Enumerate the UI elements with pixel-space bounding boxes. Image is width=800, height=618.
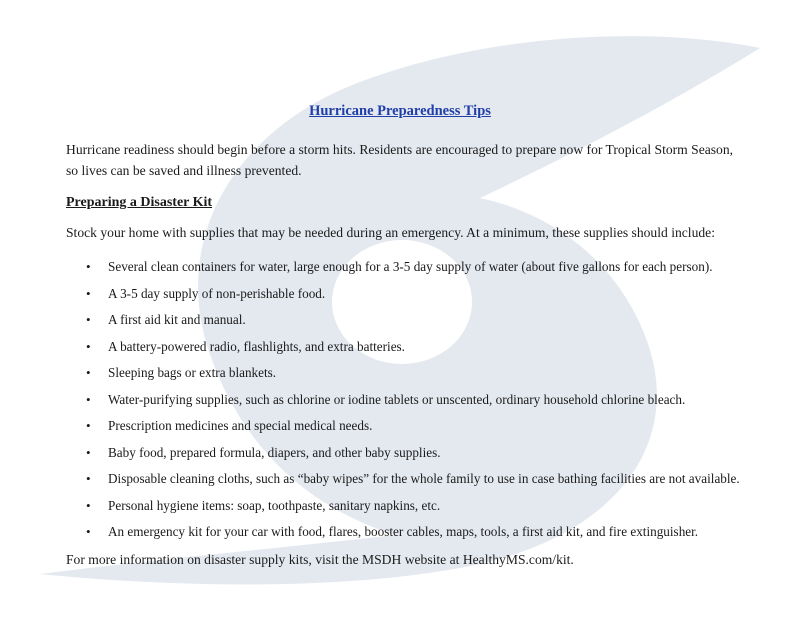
list-item (66, 363, 740, 390)
list-item-text: Prescription medicines and special medical needs. (108, 418, 373, 433)
supply-list (66, 257, 740, 549)
document-title[interactable]: Hurricane Preparedness Tips (309, 103, 491, 119)
bullet-icon: • (86, 418, 91, 433)
lead-paragraph: Stock your home with supplies that may be needed during an emergency. At a minimum, these supplies should include: (66, 225, 715, 240)
bullet-icon: • (86, 285, 91, 301)
list-item-text: Disposable cleaning cloths, such as “baby wipes” for the whole family to use in case bathing facilities are not available. (108, 471, 740, 486)
bullet-icon: • (86, 497, 91, 513)
bullet-icon: • (86, 444, 91, 460)
list-item-text: A 3-5 day supply of non-perishable food. (108, 285, 326, 301)
list-item-text: Water-purifying supplies, such as chlorine or iodine tablets or unscented, ordinary household chlorine bleach. (108, 391, 686, 407)
bullet-icon: • (86, 259, 91, 274)
list-item (66, 443, 740, 470)
list-item-text: A battery-powered radio, flashlights, and extra batteries. (108, 338, 405, 354)
list-item (66, 284, 740, 311)
list-item (66, 310, 740, 337)
bullet-icon: • (86, 524, 91, 539)
list-item-text: Personal hygiene items: soap, toothpaste, sanitary napkins, etc. (108, 497, 441, 513)
footer-note: For more information on disaster supply kits, visit the MSDH website at HealthyMS.com/kit. (66, 552, 574, 567)
bullet-icon: • (86, 338, 91, 354)
intro-paragraph: Hurricane readiness should begin before a storm hits. Residents are encouraged to prepare now for Tropical Storm Season, so lives can be saved and illness prevented. (66, 142, 734, 178)
list-item-text: Several clean containers for water, large enough for a 3-5 day supply of water (about five gallons for each person). (108, 259, 713, 274)
list-item-text: Sleeping bags or extra blankets. (108, 365, 277, 380)
list-item (66, 257, 740, 284)
section-heading: Preparing a Disaster Kit (66, 195, 213, 210)
list-item-text: Baby food, prepared formula, diapers, and other baby supplies. (108, 444, 441, 460)
bullet-icon: • (86, 391, 91, 407)
list-item (66, 496, 740, 523)
bullet-icon: • (86, 312, 91, 327)
list-item-text: An emergency kit for your car with food, flares, booster cables, maps, tools, a first aid kit, and fire extinguisher. (108, 524, 699, 539)
list-item-text: A first aid kit and manual. (108, 312, 246, 327)
bullet-icon: • (86, 471, 91, 486)
bullet-icon: • (86, 365, 91, 380)
list-item (66, 469, 740, 496)
list-item (66, 416, 740, 443)
list-item (66, 337, 740, 364)
list-item (66, 522, 740, 549)
list-item (66, 390, 740, 417)
